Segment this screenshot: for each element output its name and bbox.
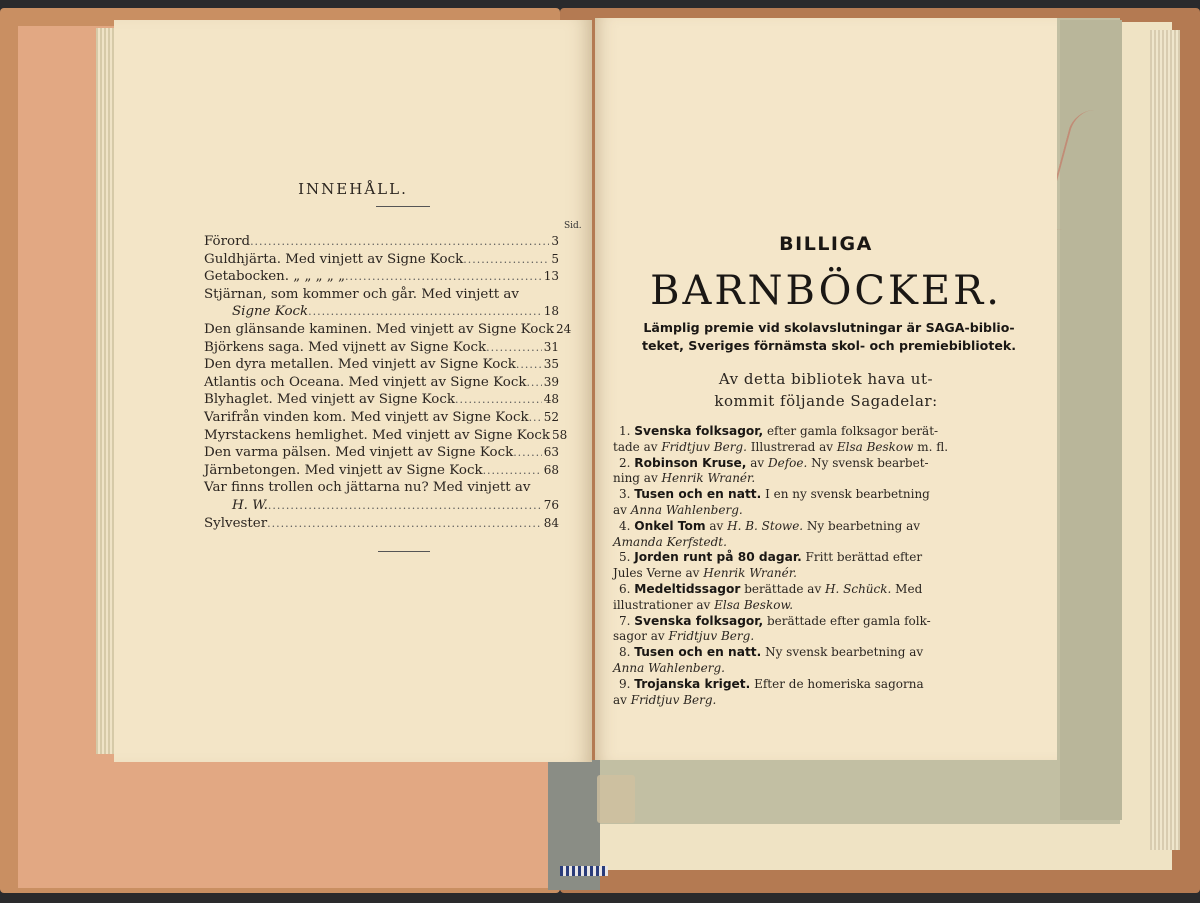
book-description: Ny svensk bearbetning av [761, 645, 924, 660]
book-number: 1. [619, 424, 635, 438]
book-title: Tusen och en natt. [634, 487, 762, 502]
book-item [613, 424, 989, 456]
book-item [613, 614, 989, 646]
toc-entry [204, 427, 568, 445]
toc-entry [204, 233, 559, 251]
toc-entry-title: H. W. [232, 497, 268, 513]
book-description: Med [891, 581, 923, 596]
toc-leader-dots [486, 339, 542, 357]
toc-list [204, 233, 572, 532]
page-edges-right [1150, 30, 1180, 850]
book-description: sagor av [613, 629, 669, 644]
book-credit-name: Amanda Kerfstedt. [613, 534, 727, 549]
book-item [613, 487, 989, 519]
toc-page-number: 68 [543, 462, 559, 477]
ad-subheading [611, 319, 1047, 355]
toc-page-number: 58 [552, 427, 568, 442]
book-description: efter gamla folksagor berät- [763, 424, 939, 438]
ad-subheading-line: teket, Sveriges förnämsta skol- och premiebibliotek. [641, 338, 1017, 353]
toc-leader-dots [268, 497, 542, 515]
book-credit-name: H. B. Stowe. [727, 518, 804, 533]
toc-page-number: 84 [543, 515, 559, 530]
toc-entry [204, 268, 559, 286]
book-line [613, 519, 989, 535]
book-line [613, 487, 989, 503]
toc-leader-dots [345, 268, 542, 286]
toc-title: INNEHÅLL. [298, 180, 408, 198]
toc-entry-title: Sylvester [204, 515, 268, 531]
ad-intro [595, 368, 1057, 412]
toc-entry-title: Getabocken. „ „ „ „ „ [204, 269, 346, 285]
book-item [613, 456, 989, 488]
toc-entry [204, 286, 559, 304]
toc-page-number: 3 [551, 234, 559, 248]
toc-entry-title: Var finns trollen och jättarna nu? Med vinjett av [204, 480, 531, 496]
book-item [613, 582, 989, 614]
toc-leader-dots [513, 444, 542, 462]
toc-entry [204, 409, 559, 427]
toc-entry-title: Den glänsande kaminen. Med vinjett av Signe Kock [204, 321, 554, 337]
book-number: 8. [619, 645, 635, 660]
book-title: Jorden runt på 80 dagar. [634, 550, 802, 565]
toc-page-number: 48 [543, 392, 559, 407]
book-credit-name: Fridtjuv Berg. [630, 692, 717, 707]
book-credit-name: Elsa Beskow. [714, 597, 794, 612]
book-line [613, 440, 989, 456]
toc-page-number: 35 [543, 357, 559, 372]
toc-leader-dots [483, 462, 542, 480]
book-description: illustrationer av [613, 597, 715, 612]
book-credit-name: Anna Wahlenberg. [613, 660, 725, 675]
book-description: Fritt berättad efter [801, 550, 923, 565]
toc-entry [204, 444, 559, 462]
book-description: av [705, 518, 728, 533]
toc-page-number: 31 [543, 339, 559, 354]
book-line [613, 598, 989, 614]
book-line [613, 471, 989, 487]
ad-heading-small: BILLIGA [779, 233, 873, 255]
book-description: berättade efter gamla folk- [763, 613, 931, 628]
toc-entry-title: Den dyra metallen. Med vinjett av Signe Kock [204, 357, 516, 373]
toc-page-number: 63 [543, 445, 559, 460]
book-number: 5. [619, 550, 635, 565]
toc-entry [204, 356, 559, 374]
book-title: Medeltidssagor [634, 581, 741, 596]
toc-entry [204, 515, 559, 533]
book-credit-name: Anna Wahlenberg. [630, 502, 743, 517]
bookmark-ribbon [560, 866, 608, 876]
toc-leader-dots [463, 251, 549, 269]
book-line [613, 661, 989, 677]
book-list [613, 424, 989, 708]
book-number: 2. [619, 455, 635, 470]
toc-entry-title: Blyhaglet. Med vinjett av Signe Kock [204, 392, 455, 408]
book-title: Tusen och en natt. [634, 645, 762, 660]
toc-leader-dots [516, 356, 542, 374]
book-item [613, 519, 989, 551]
book-credit-name: Fridtjuv Berg. [668, 629, 755, 644]
book-title: Robinson Kruse, [634, 455, 747, 470]
book-line [613, 503, 989, 519]
book-line [613, 424, 989, 440]
ad-subheading-line: Lämplig premie vid skolavslutningar är SAGA-biblio- [643, 320, 1015, 335]
toc-entry-title: Stjärnan, som kommer och går. Med vinjett av [204, 286, 519, 302]
book-line [613, 629, 989, 645]
toc-leader-dots [308, 303, 542, 321]
ad-intro-line: kommit följande Sagadelar: [714, 392, 938, 410]
book-description: av [746, 455, 768, 470]
toc-page-number: 5 [551, 251, 559, 266]
toc-entry-title: Atlantis och Oceana. Med vinjett av Signe Kock [204, 374, 527, 390]
toc-entry [204, 321, 572, 339]
book-credit-name: Elsa Beskow [836, 439, 914, 454]
book-title: Onkel Tom [634, 518, 706, 533]
book-number: 6. [619, 581, 635, 596]
toc-leader-dots [267, 515, 542, 533]
book-title: Trojanska kriget. [634, 676, 751, 691]
ad-heading-large: BARNBÖCKER. [650, 268, 1002, 314]
book-description: Efter de homeriska sagorna [750, 676, 924, 691]
book-line [613, 550, 989, 566]
toc-entry [204, 479, 559, 497]
toc-page-number: 39 [543, 374, 559, 389]
book-item [613, 645, 989, 677]
book-line [613, 693, 989, 709]
book-line [613, 645, 989, 661]
book-line [613, 566, 989, 582]
toc-entry-title: Förord [204, 234, 251, 249]
toc-page-number: 13 [543, 269, 559, 284]
toc-leader-dots [455, 391, 542, 409]
book-description: ning av [613, 471, 662, 486]
toc-page-number: 76 [543, 497, 559, 512]
book-title: Svenska folksagor, [634, 424, 764, 438]
title-rule [376, 206, 430, 207]
toc-entry-title: Den varma pälsen. Med vinjett av Signe Kock [204, 445, 514, 461]
toc-page-number: 52 [543, 409, 559, 424]
toc-entry-title: Signe Kock [232, 304, 309, 320]
book-description: m. fl. [913, 439, 949, 454]
book-line [613, 456, 989, 472]
book-title: Svenska folksagor, [634, 613, 764, 628]
toc-entry [204, 251, 559, 269]
toc-leader-dots [250, 233, 549, 251]
toc-entry [204, 462, 559, 480]
toc-page-number: 18 [543, 304, 559, 319]
book-description: Illustrerad av [746, 439, 837, 454]
ad-intro-line: Av detta bibliotek hava ut- [718, 370, 934, 388]
book-item [613, 677, 989, 709]
toc-entry-title: Järnbetongen. Med vinjett av Signe Kock [204, 462, 483, 478]
toc-entry-title: Varifrån vinden kom. Med vinjett av Signe Kock [204, 409, 529, 425]
book-line [613, 677, 989, 693]
toc-entry-title: Björkens saga. Med vijnett av Signe Kock [204, 339, 487, 355]
book-number: 4. [619, 518, 635, 533]
book-line [613, 535, 989, 551]
book-description: av [613, 692, 631, 707]
book-credit-name: Defoe. [768, 455, 808, 470]
book-description: Ny svensk bearbet- [807, 455, 929, 470]
book-description: av [613, 502, 631, 517]
page-left [114, 20, 592, 762]
toc-entry [204, 391, 559, 409]
toc-entry-title: Guldhjärta. Med vinjett av Signe Kock [204, 251, 464, 267]
toc-leader-dots [529, 409, 542, 427]
book-line [613, 582, 989, 598]
book-number: 9. [619, 676, 635, 691]
bottom-rule [378, 551, 430, 552]
page-column-label: Sid. [564, 221, 582, 231]
book-credit-name: H. Schück. [825, 581, 892, 596]
book-number: 3. [619, 487, 635, 502]
book-credit-name: Fridtjuv Berg. [661, 439, 747, 454]
toc-page-number: 24 [556, 321, 572, 336]
page-right [595, 18, 1057, 760]
book-credit-name: Henrik Wranér. [661, 471, 756, 486]
book-credit-name: Henrik Wranér. [703, 566, 797, 581]
toc-leader-dots [526, 374, 541, 392]
toc-entry [204, 497, 559, 515]
book-description: tade av [613, 439, 662, 454]
book-item [613, 550, 989, 582]
book-description: I en ny svensk bearbetning [761, 487, 930, 502]
tape-patch [597, 775, 635, 823]
book-number: 7. [619, 613, 635, 628]
book-description: Jules Verne av [613, 566, 704, 581]
toc-entry [204, 339, 559, 357]
book-line [613, 614, 989, 630]
toc-entry [204, 303, 559, 321]
toc-entry [204, 374, 559, 392]
book-description: Ny bearbetning av [803, 518, 921, 533]
toc-entry-title: Myrstackens hemlighet. Med vinjett av Signe Kock [204, 427, 551, 443]
book-description: berättade av [740, 581, 826, 596]
page-edges-left [96, 28, 116, 754]
